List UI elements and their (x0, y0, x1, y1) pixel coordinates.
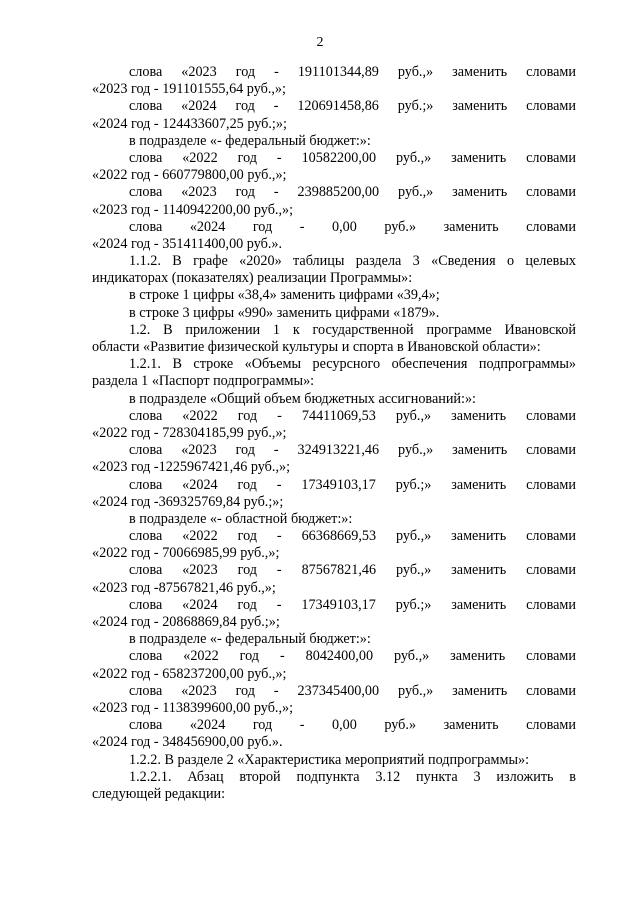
text-line: области «Развитие физической культуры и спорта в Ивановской области»: (92, 339, 541, 355)
text-line: слова «2023 год - 191101344,89 руб.,» заменить словами (129, 64, 576, 80)
text-line: слова «2022 год - 8042400,00 руб.,» заменить словами (129, 648, 576, 665)
text-line: в подразделе «- федеральный бюджет:»: (129, 631, 371, 648)
text-line: слова «2023 год - 324913221,46 руб.,» заменить словами (129, 442, 576, 459)
text-line: слова «2024 год - 17349103,17 руб.;» заменить словами (129, 476, 576, 493)
text-line: слова «2024 год - 0,00 руб.» заменить словами (129, 717, 576, 734)
text-line: «2024 год - 351411400,00 руб.». (92, 235, 283, 252)
text-line: слова «2024 год - 17349103,17 руб.;» заменить словами (129, 596, 576, 613)
document-body (92, 64, 576, 803)
text-line: слова «2023 год - 237345400,00 руб.,» заменить словами (129, 682, 576, 699)
text-line: «2024 год -369325769,84 руб.;»; (92, 493, 284, 510)
text-line: 1.2.1. В строке «Объемы ресурсного обеспечения подпрограммы» (129, 356, 576, 373)
text-line: «2023 год - 1140942200,00 руб.,»; (92, 201, 294, 218)
text-line: слова «2022 год - 66368669,53 руб.,» заменить словами (129, 528, 576, 545)
page-number: 2 (316, 35, 324, 50)
text-line: слова «2024 год - 0,00 руб.» заменить словами (129, 218, 576, 235)
text-line: «2022 год - 70066985,99 руб.,»; (92, 545, 280, 562)
text-line: «2022 год - 728304185,99 руб.,»; (92, 424, 287, 441)
text-line: слова «2023 год - 87567821,46 руб.,» заменить словами (129, 562, 576, 579)
text-line: «2024 год - 124433607,25 руб.;»; (92, 115, 287, 132)
text-line: в строке 3 цифры «990» заменить цифрами «1879». (129, 304, 440, 321)
text-line: слова «2024 год - 120691458,86 руб.;» заменить словами (129, 98, 576, 115)
text-line: «2022 год - 660779800,00 руб.,»; (92, 167, 287, 184)
text-line: индикаторах (показателях) реализации Программы»: (92, 270, 413, 287)
text-line: в подразделе «Общий объем бюджетных ассигнований:»: (129, 390, 476, 407)
text-line: 1.1.2. В графе «2020» таблицы раздела 3 «Сведения о целевых (129, 253, 576, 270)
text-line: 1.2.2. В разделе 2 «Характеристика мероприятий подпрограммы»: (129, 751, 530, 768)
text-line: «2023 год -1225967421,46 руб.,»; (92, 459, 291, 476)
text-line: 1.2.2.1. Абзац второй подпункта 3.12 пункта 3 изложить в (129, 768, 576, 785)
text-line: в строке 1 цифры «38,4» заменить цифрами «39,4»; (129, 287, 440, 304)
text-line: «2024 год - 348456900,00 руб.». (92, 734, 283, 751)
text-line: «2023 год - 1138399600,00 руб.,»; (92, 699, 294, 716)
text-line: «2022 год - 658237200,00 руб.,»; (92, 665, 287, 682)
text-line: «2023 год - 191101555,64 руб.,»; (92, 81, 286, 98)
text-line: следующей редакции: (92, 785, 226, 802)
text-line: слова «2023 год - 239885200,00 руб.,» заменить словами (129, 184, 576, 201)
text-line: слова «2022 год - 74411069,53 руб.,» заменить словами (129, 407, 576, 424)
text-line: «2024 год - 20868869,84 руб.;»; (92, 614, 280, 630)
text-line: «2023 год -87567821,46 руб.,»; (92, 579, 276, 596)
text-line: раздела 1 «Паспорт подпрограммы»: (92, 373, 315, 390)
text-line: слова «2022 год - 10582200,00 руб.,» заменить словами (129, 149, 576, 166)
text-line: 1.2. В приложении 1 к государственной программе Ивановской (129, 321, 576, 338)
text-line: в подразделе «- областной бюджет:»: (129, 510, 353, 527)
text-line: в подразделе «- федеральный бюджет:»: (129, 132, 371, 149)
